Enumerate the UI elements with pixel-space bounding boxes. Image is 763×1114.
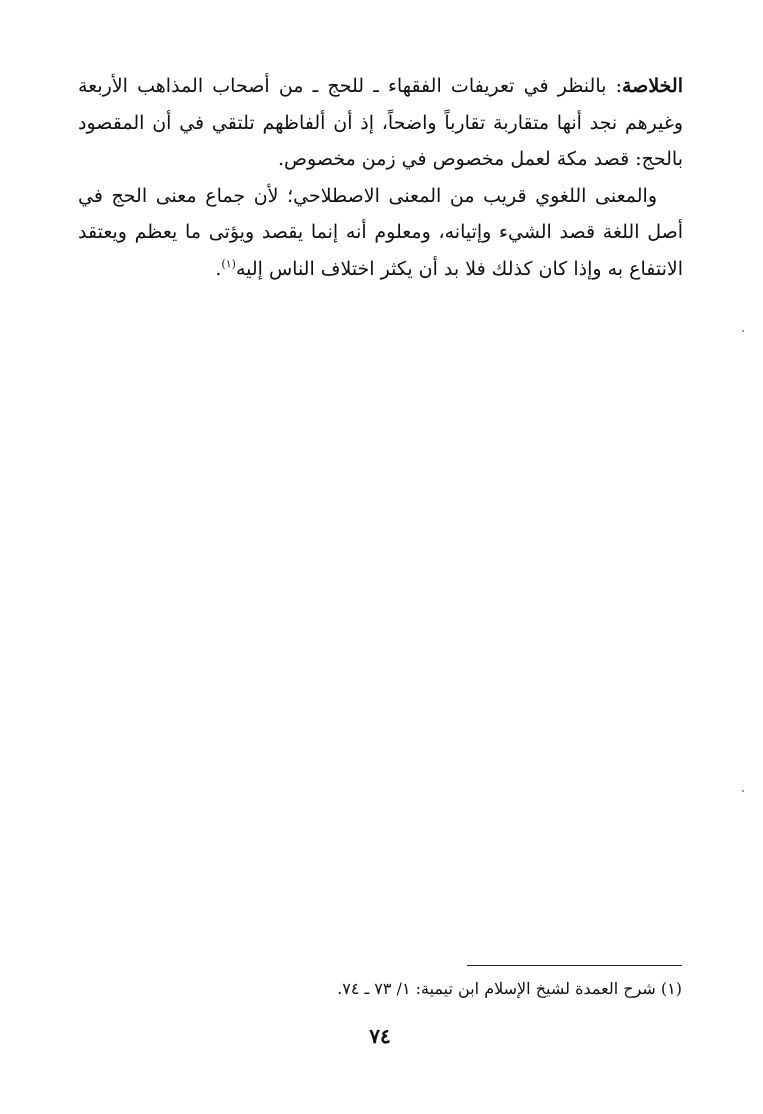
scan-speck	[742, 790, 744, 792]
scan-speck	[742, 330, 744, 332]
footnote-separator	[467, 965, 682, 966]
page-number: ٧٤	[369, 1024, 391, 1048]
footnote-reference[interactable]: (١)	[221, 257, 236, 271]
summary-text: : بالنظر في تعريفات الفقهاء ـ للحج ـ من أصحاب المذاهب الأربعة وغيرهم نجد أنها متقاربة تقارباً واضحاً، إذ أن ألفاظهم تلتقي في أن المقصود بالحج: قصد مكة لعمل مخصوص في زمن مخصوص.	[78, 75, 683, 170]
summary-heading: الخلاصة	[622, 75, 683, 97]
paragraph-end-punctuation: .	[215, 257, 222, 280]
footnote: (١) شرح العمدة لشيخ الإسلام ابن تيمية: ١/ ٧٣ ـ ٧٤.	[337, 979, 682, 998]
paragraph-linguistic-meaning	[78, 178, 683, 288]
main-text	[78, 68, 683, 287]
paragraph-summary	[78, 68, 683, 178]
linguistic-meaning-text: والمعنى اللغوي قريب من المعنى الاصطلاحي؛ لأن جماع معنى الحج في أصل اللغة قصد الشيء وإتيانه، ومعلوم أنه إنما يقصد ويؤتى ما يعظم ويعتقد الانتفاع به وإذا كان كذلك فلا بد أن يكثر اختلاف الناس إليه	[78, 184, 683, 280]
